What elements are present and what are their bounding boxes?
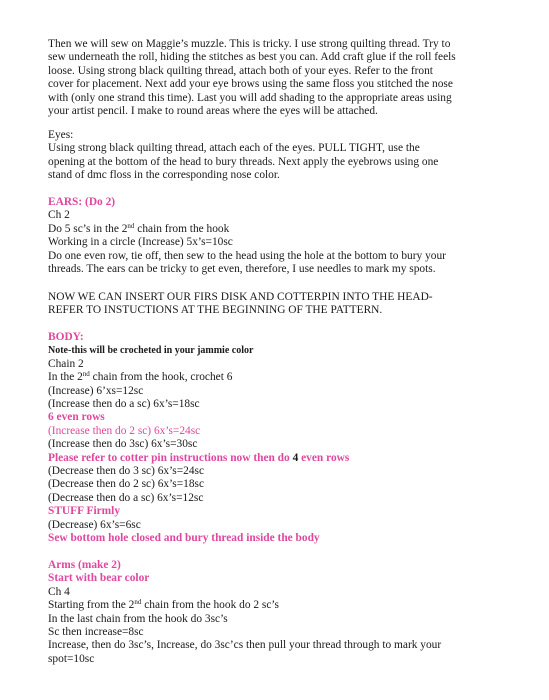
body-refer-number: 4 — [292, 451, 299, 464]
body-refer-line — [48, 452, 518, 465]
body-even-rows: 6 even rows — [48, 411, 105, 424]
ears-do5 — [48, 223, 518, 236]
intro-paragraph — [48, 38, 518, 118]
intro-line: with (only one strand this time). Last you will add shading to the appropriate areas using — [48, 91, 452, 104]
arms-sc: Sc then increase=8sc — [48, 626, 144, 639]
arms-increase: Increase, then do 3sc’s, Increase, do 3sc’cs then pull your thread through to mark your — [48, 639, 442, 652]
arms-starting-text: Starting from the 2 — [48, 599, 135, 612]
body-row: (Decrease) 6x’s=6sc — [48, 518, 141, 531]
arms-increase: spot=10sc — [48, 652, 95, 665]
eyes-line: Using strong black quilting thread, attach each of the eyes. PULL TIGHT, use the — [48, 142, 420, 155]
arms-last: In the last chain from the hook do 3sc’s — [48, 612, 228, 625]
arms-ch: Ch 4 — [48, 585, 70, 598]
body-in-text: In the 2 — [48, 371, 83, 384]
eyes-section — [48, 129, 518, 183]
arms-starting-text-end: chain from the hook do 2 sc’s — [141, 599, 279, 612]
body-note: Note-this will be crocheted in your jammie color — [48, 345, 254, 357]
ears-circle: Working in a circle (Increase) 5x’s=10sc — [48, 236, 233, 249]
body-in-sup: nd — [82, 370, 90, 379]
ears-ch: Ch 2 — [48, 209, 70, 222]
intro-line: your artist pencil. I make to round areas where the eyes will be attached. — [48, 105, 378, 118]
ears-do5-sup: nd — [127, 221, 135, 230]
body-chain: Chain 2 — [48, 357, 84, 370]
insert-notice — [48, 291, 518, 318]
body-row: (Increase then do 3sc) 6x’s=30sc — [48, 438, 198, 451]
arms-section — [48, 559, 518, 666]
body-section — [48, 331, 518, 546]
intro-line: cover for placement. Next add your eye brows using the same floss you stitched the nose — [48, 78, 453, 91]
ears-do5-text: Do 5 sc’s in the 2 — [48, 222, 128, 235]
intro-line: Then we will sew on Maggie’s muzzle. This is tricky. I use strong quilting thread. Try to — [48, 38, 451, 50]
arms-starting — [48, 599, 518, 612]
insert-line: NOW WE CAN INSERT OUR FIRS DISK AND COTTERPIN INTO THE HEAD- — [48, 291, 433, 303]
ears-do5-text-end: chain from the hook — [134, 222, 230, 235]
ears-do-one: threads. The ears can be tricky to get even, therefore, I use needles to mark my spots. — [48, 263, 436, 276]
body-stuff: STUFF Firmly — [48, 505, 121, 518]
eyes-line: opening at the bottom of the head to bury threads. Next apply the eyebrows using one — [48, 155, 439, 168]
body-row: (Increase then do 2 sc) 6x’s=24sc — [48, 424, 201, 437]
body-in-text-end: chain from the hook, crochet 6 — [89, 371, 233, 384]
arms-heading: Arms (make 2) — [48, 559, 121, 571]
body-row: (Decrease then do 3 sc) 6x’s=24sc — [48, 465, 205, 478]
intro-line: sew underneath the roll, hiding the stitches as best you can. Add craft glue if the roll feels — [48, 51, 456, 64]
body-in — [48, 371, 518, 384]
arms-starting-sup: nd — [134, 598, 142, 607]
ears-section — [48, 196, 518, 276]
body-refer-text-end: even rows — [298, 451, 350, 464]
body-sew: Sew bottom hole closed and bury thread inside the body — [48, 532, 320, 545]
body-row: (Increase) 6’xs=12sc — [48, 384, 144, 397]
body-row: (Decrease then do 2 sc) 6x’s=18sc — [48, 478, 205, 491]
insert-line: REFER TO INSTUCTIONS AT THE BEGINNING OF THE PATTERN. — [48, 304, 383, 317]
eyes-heading: Eyes: — [48, 129, 74, 141]
body-row: (Decrease then do a sc) 6x’s=12sc — [48, 491, 204, 504]
body-row: (Increase then do a sc) 6x’s=18sc — [48, 398, 200, 411]
ears-do-one: Do one even row, tie off, then sew to the head using the hole at the bottom to bury your — [48, 249, 446, 262]
eyes-line: stand of dmc floss in the corresponding nose color. — [48, 169, 280, 182]
arms-start: Start with bear color — [48, 572, 150, 585]
ears-heading: EARS: (Do 2) — [48, 196, 116, 208]
body-refer-text: Please refer to cotter pin instructions now then do — [48, 451, 293, 464]
intro-line: loose. Using strong black quilting thread, attach both of your eyes. Refer to the front — [48, 64, 433, 77]
body-heading: BODY: — [48, 331, 84, 343]
